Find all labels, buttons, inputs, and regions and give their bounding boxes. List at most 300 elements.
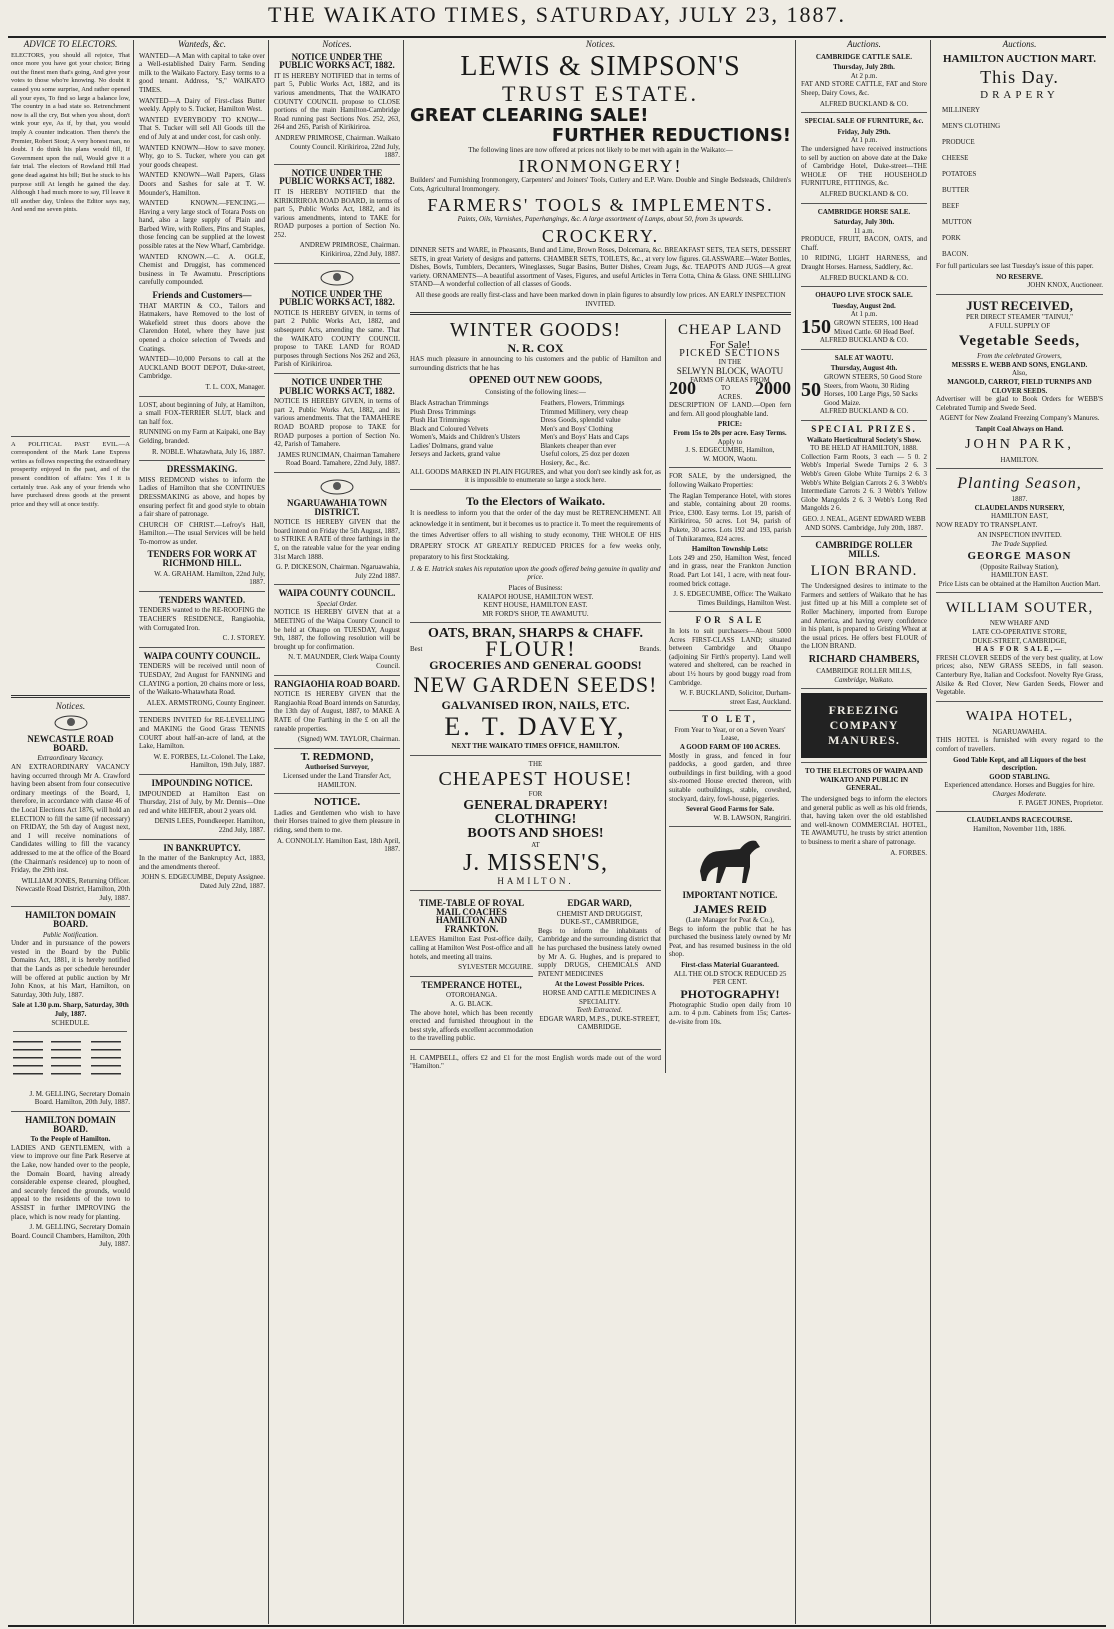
divider xyxy=(801,762,927,763)
auction-date: Friday, July 29th. xyxy=(837,127,891,136)
divider xyxy=(11,1111,130,1112)
timetable-body: LEAVES Hamilton East Post-office daily, calling at Hamilton West Post-office and all hotels, and meeting all trains. xyxy=(410,935,533,961)
runciman-signature: JAMES RUNCIMAN, Chairman Tamahere Road Board. Tamahere, 22nd July, 1887. xyxy=(277,450,400,468)
ostler-text: Experienced attendance. Horses and Buggies for hire. xyxy=(944,781,1095,790)
divider xyxy=(669,826,791,827)
divider xyxy=(274,164,400,165)
buckland-contact: W. F. BUCKLAND, Solicitor, Durham-street East, Auckland. xyxy=(679,689,791,706)
mcguire-signature: SYLVESTER MCGUIRE. xyxy=(458,963,533,972)
the-label: THE xyxy=(528,759,543,768)
good-farm: A GOOD FARM OF 100 ACRES. xyxy=(679,743,781,752)
rangiaohia-title: RANGIAOHIA ROAD BOARD. xyxy=(274,678,400,689)
general-drapery: GENERAL DRAPERY! xyxy=(463,797,608,813)
wanteds-heading: Wanteds, &c. xyxy=(178,40,226,49)
noble-signature: R. NOBLE. Whatawhata, July 16, 1887. xyxy=(151,447,265,456)
divider xyxy=(410,1049,661,1050)
for-sale-intro: FOR SALE, by the undersigned, the following Waikato Properties: xyxy=(668,472,791,490)
armstrong-signature: ALEX. ARMSTRONG, County Engineer. xyxy=(146,698,265,707)
royal-crest-icon xyxy=(317,477,357,495)
farm-body: Mostly in grass, and fenced in four paddocks, a good garden, and three outbuildings in first building, with a good six-roomed House erected thereon, with suitable outbuildings, stable, cowshed, stockyard, dairy, fowl-house, piggeries. xyxy=(668,751,791,803)
flour-row xyxy=(410,636,661,662)
notice-heading: NOTICE. xyxy=(313,796,361,809)
divider xyxy=(936,592,1103,593)
divider xyxy=(936,468,1103,469)
divider xyxy=(801,420,927,421)
chemist-label: CHEMIST AND DRUGGIST, xyxy=(556,909,643,918)
divider xyxy=(139,711,265,712)
article-paragraph: A POLITICAL PAST EVIL.—A correspondent of the Mark Lane Express writes as follows respecting the extraordinary prosperity enjoyed in the past, and of the present condition of affairs: Yes I it is certainly true. Ask any of your friends who have purchased dress goods at the present price and they will at once testify. xyxy=(11,440,130,508)
notice-body: IT IS HEREBY NOTIFIED that in terms of part 5, Public Works Act, 1882, and its various amendments, That the WAIKATO COUNTY COUNCIL propose to CLOSE portions of the main Hamilton-Cambridge Road running past Sections Nos. 252, 263, 264 and 265, Parish of Kirikiriroa. xyxy=(274,71,400,132)
rangiaohia-body: NOTICE IS HEREBY GIVEN that the Rangiaohia Road Board intends on Saturday, the 13th day of August, 1887, to MAKE A RATE of One Farthing in the £ on all the rateable properties. xyxy=(274,690,400,733)
good-table: Good Table Kept, and all Liquors of the best description. xyxy=(953,755,1086,773)
divider xyxy=(274,748,400,749)
goods-item: Blankets cheaper than ever xyxy=(540,441,617,450)
auction-lot xyxy=(801,373,927,407)
temperance-owner: A. G. BLACK. xyxy=(450,999,493,1008)
supply-label: A FULL SUPPLY OF xyxy=(988,321,1051,330)
park-town: HAMILTON. xyxy=(1000,455,1039,464)
domain-board-subtitle: Public Notification. xyxy=(42,930,99,939)
divider xyxy=(669,467,791,468)
maunder-signature: N. T. MAUNDER, Clerk Waipa County Council. xyxy=(288,653,400,671)
auction-body: The undersigned have received instructions to sell by auction on above date at the Dake of Cambridge Hotel, Duke-street—THE WHOLE OF THE HOUSEHOLD FURNITURE, FITTINGS, &c. xyxy=(801,144,927,188)
divider xyxy=(274,373,400,374)
moon-contact: W. MOON, Waotu. xyxy=(702,454,758,463)
paints-text: Paints, Oils, Varnishes, Paperhangings, &c. A large assortment of Lamps, about 50, from 3s upwards. xyxy=(457,215,744,224)
lawson-contact: W. B. LAWSON, Rangiriri. xyxy=(713,813,791,822)
racecourse-title: CLAUDELANDS RACECOURSE. xyxy=(966,816,1073,825)
bankruptcy-body: In the matter of the Bankruptcy Act, 1883, and the amendments thereof. xyxy=(139,854,265,871)
freezing-manures-banner: FREEZING COMPANY MANURES. xyxy=(801,693,927,758)
divider xyxy=(11,906,130,907)
nursery-name: CLAUDELANDS NURSERY, xyxy=(974,503,1065,512)
township-label: Hamilton Township Lots: xyxy=(691,545,769,554)
just-received: JUST RECEIVED, xyxy=(966,297,1073,313)
divider xyxy=(274,793,400,794)
intro-text: The following lines are now offered at prices not likely to be met with again in the Waikato:— xyxy=(468,145,733,154)
domain-board-body: Under and in pursuance of the powers vested in the Board by the Public Domains Act, 1881, it is hereby notified that the Lands as per schedule hereunder will be offered at public auction by Mr John Knox, at his Mart, Hamilton, on Saturday, 30th July, 1887. xyxy=(11,939,130,999)
edgar-body: Begs to inform the inhabitants of Cambridge and the surrounding district that he has purchased the business lately owned by Mr A. G. Hughes, and is prepared to supply DRUGS, CHEMICALS AND PATENT MEDICINES xyxy=(538,926,661,978)
bottom-ads-row xyxy=(410,895,661,1045)
friends-heading: Friends and Customers— xyxy=(152,290,252,301)
royal-crest-icon xyxy=(51,713,91,731)
temperance-body: The above hotel, which has been recently erected and furnished throughout in the best style, affords excellent accommodation to the travelling public. xyxy=(410,1008,533,1043)
campbell-ad: H. CAMPBELL, offers £2 and £1 for the most English words made out of the word "Hamilton." xyxy=(410,1053,661,1071)
consisting: Consisting of the following lines:— xyxy=(485,388,586,397)
mart-item: PORK xyxy=(942,234,961,243)
for-sale-title: FOR SALE xyxy=(695,615,765,626)
wanted-ad: WANTED KNOWN—How to save money. Why, go to S. Tucker, where you can get your goods cheapest. xyxy=(139,143,265,169)
plain-figures: ALL GOODS MARKED IN PLAIN FIGURES, and what you don't see kindly ask for, as it is impossible to enumerate so large a stock here. xyxy=(410,467,661,485)
auction-title: CAMBRIDGE CATTLE SALE. xyxy=(815,52,913,61)
range-min: 200 xyxy=(668,378,696,399)
reid-name: JAMES REID xyxy=(693,902,767,916)
divider xyxy=(410,622,661,623)
advertiser-text: Advertiser will be glad to Book Orders for WEBB'S Celebrated Turnip and Swede Seed. xyxy=(936,395,1103,412)
vegetable-seeds: Vegetable Seeds, xyxy=(958,333,1081,350)
apply-label: Apply to xyxy=(717,437,743,446)
stabling: GOOD STABLING. xyxy=(989,772,1050,781)
ready-text: NOW READY TO TRANSPLANT. xyxy=(936,520,1038,529)
electors-body: It is needless to inform you that the order of the day must be RETRENCHMENT. All acknowledge it in sentiment, but it becomes us to practice it. To meet the requirements of the times Advertiser offers to all wishing to study economy, THE WHOLE OF HIS DRAPERY STOCK AT GREATLY REDUCED PRICES for a few weeks only, preparatory to his first Stocktaking. xyxy=(410,508,661,561)
crockery-heading: CROCKERY. xyxy=(541,225,660,246)
goods-item: Ladies' Dolmans, grand value xyxy=(410,441,494,450)
goods-item: Jerseys and Jackets, grand value xyxy=(410,450,501,459)
township-body: Lots 249 and 250, Hamilton West, fenced and in grass, near the Frankton Junction Road. Part Lot 141, 1 acre, with neat four-roomed brick cottage. xyxy=(668,553,791,588)
flour-label: FLOUR! xyxy=(485,636,577,662)
horse-medicines: HORSE AND CATTLE MEDICINES A SPECIALITY. xyxy=(542,988,657,1006)
for-sale-land: In lots to suit purchasers—About 5000 Acres FIRST-CLASS LAND; situated between Cambridge and Ohaupo (adjoining Sir Firth's property). Land well watered and sheltered, can be reached in about 1½ hours by good buggy road from Cambridge. xyxy=(668,626,791,687)
buckland-signature: ALFRED BUCKLAND & CO. xyxy=(819,336,909,345)
mart-items xyxy=(936,102,1103,262)
souter-store: LATE CO-OPERATIVE STORE, xyxy=(972,628,1067,637)
lewis-simpson-title: LEWIS & SIMPSON'S xyxy=(460,50,741,82)
impounding-title: IMPOUNDING NOTICE. xyxy=(151,777,253,788)
jones-signature: F. PAGET JONES, Proprietor. xyxy=(1018,798,1103,807)
agent-text: AGENT for New Zealand Freezing Company's Manures. xyxy=(939,414,1100,423)
mills-town: Cambridge, Waikato. xyxy=(834,675,894,684)
mills-name: CAMBRIDGE ROLLER MILLS, xyxy=(816,667,912,676)
divider xyxy=(274,675,400,676)
selwyn-block: SELWYN BLOCK, WAOTU xyxy=(676,365,784,376)
buckland-signature: ALFRED BUCKLAND & CO. xyxy=(819,407,909,416)
missen-town: HAMILTON. xyxy=(497,876,574,887)
webb-label: MESSRS E. WEBB AND SONS, ENGLAND. xyxy=(951,360,1088,369)
place-1: KAIAPOI HOUSE, HAMILTON WEST. xyxy=(477,592,594,601)
auction-body: PRODUCE, FRUIT, BACON, OATS, and Chaff. xyxy=(801,235,927,252)
people-signature: J. M. GELLING, Secretary Domain Board. Council Chambers, Hamilton, 20th July, 1887. xyxy=(11,1223,130,1249)
auction-body: GROWN STEERS, 100 Head Mixed Cattle. 60 Head Beef. xyxy=(834,319,918,336)
garden-seeds: NEW GARDEN SEEDS! xyxy=(413,672,658,697)
notices-heading: Notices. xyxy=(322,40,352,49)
electors-title: TO THE ELECTORS OF WAIPA AND WAIKATO AND PUBLIC IN GENERAL. xyxy=(805,767,923,793)
wanted-ad: WANTED EVERYBODY TO KNOW—That S. Tucker will sell All Goods till the end of July at and under cost, for cash only. xyxy=(139,115,265,141)
places-label: Places of Business: xyxy=(508,584,563,593)
divider xyxy=(410,976,533,977)
auction-date: Saturday, July 30th. xyxy=(833,218,895,227)
no-reserve: NO RESERVE. xyxy=(996,272,1043,281)
hotel-body: THIS HOTEL is furnished with every regard to the comfort of travellers. xyxy=(936,736,1103,753)
wanted-ad: WANTED—A Dairy of First-class Butter weekly. Apply to S. Tucker, Hamilton West. xyxy=(139,96,265,114)
auction-title: CAMBRIDGE HORSE SALE. xyxy=(817,207,911,216)
cox-body: HAS much pleasure in announcing to his customers and the public of Hamilton and surrounding districts that he has xyxy=(410,355,661,372)
goods-item: Women's, Maids and Children's Ulsters xyxy=(410,433,521,442)
souter-name: WILLIAM SOUTER, xyxy=(945,600,1094,617)
column-divider xyxy=(403,40,404,1624)
mart-item: MEN'S CLOTHING xyxy=(942,122,1001,131)
auction-date: Tuesday, August 2nd. xyxy=(832,301,896,310)
goods-item: Plush Dress Trimmings xyxy=(410,407,476,416)
bottom-ads-right xyxy=(538,895,661,1045)
wanted-ad: WANTED KNOWN—Wall Papers, Glass Doors and Sashes for sale at T. W. Mounder's, Hamilton. xyxy=(139,171,265,197)
auction-time: At 1 p.m. xyxy=(850,136,878,145)
forbes-signature: W. E. FORBES, Lt.-Colonel. The Lake, Hamilton, 19th July, 1887. xyxy=(153,752,265,770)
edgecumbe-contact: J. S. EDGECUMBE, Hamilton, xyxy=(685,446,775,455)
divider xyxy=(139,647,265,648)
centre-left-block xyxy=(410,319,661,1073)
people-body: LADIES AND GENTLEMEN, with a view to improve our fine Park Reserve at the Lake, now handed over to the people, the Domain Board, having already considerable expense cleared, ploughed, and securely fenced the grounds, would appeal to the residents of the town to ASSIST in further IMPROVING the place, which is now ready for planting. xyxy=(11,1143,130,1221)
newcastle-body: AN EXTRAORDINARY VACANCY having occurred through Mr A. Crawford having been absent from four consecutive ordinary meetings of the Board, I, therefore, in accordance with clause 46 of the Local Elections Act 1876, will hold an ELECTION to fill the same (if necessary) on FRIDAY, the 5th day of August next, and I will receive nominations of Candidates willing to fill the vacancy addressed to me at the office of the Board (the Chairman's residence) up to noon of Friday, the 29th inst. xyxy=(11,762,130,875)
brands-label: Brands. xyxy=(639,645,661,654)
teeth-extracted: Teeth Extracted. xyxy=(576,1006,623,1015)
waipa-body: TENDERS will be received until noon of TUESDAY, 2nd August for FANNING and CLAYING a portion, 20 chains more or less, of the Waikato-Whatawhata Road. xyxy=(139,662,265,697)
drapery-label: DRAPERY xyxy=(980,88,1059,101)
groceries-heading: GROCERIES AND GENERAL GOODS! xyxy=(429,658,642,672)
domain-signature: J. M. GELLING, Secretary Domain Board. Hamilton, 20th July, 1887. xyxy=(29,1089,130,1107)
redmond-body: Licensed under the Land Transfer Act, HAMILTON. xyxy=(283,771,391,789)
winter-goods-title: WINTER GOODS! xyxy=(449,319,622,342)
notice-title: NOTICE UNDER THE PUBLIC WORKS ACT, 1882. xyxy=(279,51,395,71)
to-let-sub: From Year to Year, or on a Seven Years' Lease, xyxy=(674,725,786,743)
waipa-hotel-town: NGARUAWAHIA. xyxy=(992,727,1047,736)
mart-item: MILLINERY xyxy=(942,106,981,115)
goods-lists xyxy=(410,399,661,468)
divider xyxy=(801,203,927,204)
waipa-body: NOTICE IS HEREBY GIVEN that at a MEETING of the Waipa County Council to be held at Ohaupo on TUESDAY, August 9th, 1887, the following resolution will be brought up for confirmation. xyxy=(274,608,400,651)
marked-down-text: All these goods are really first-class and have been marked down in plain figures to absurdly low prices. AN EARLY INSPECTION INVITED. xyxy=(415,290,786,308)
redmond-subtitle: Authorised Surveyor, xyxy=(305,763,369,772)
mart-item: BUTTER xyxy=(942,186,970,195)
people-subtitle: To the People of Hamilton. xyxy=(30,1135,111,1144)
goods-item: Useful colors, 25 doz per dozen xyxy=(540,450,630,459)
column-1 xyxy=(8,40,133,1622)
goods-item: Black Astrachan Trimmings xyxy=(410,398,489,407)
auction-title: SPECIAL SALE OF FURNITURE, &c. xyxy=(804,117,924,126)
divider xyxy=(410,755,661,756)
lowest-prices: At the Lowest Possible Prices. xyxy=(554,980,645,989)
cheap-land-title: CHEAP LAND xyxy=(677,322,782,339)
column-divider xyxy=(133,40,134,1624)
opened-out: OPENED OUT NEW GOODS, xyxy=(468,375,602,387)
auction-mart-title: HAMILTON AUCTION MART. xyxy=(942,52,1097,65)
to-let-title: TO LET, xyxy=(702,714,758,725)
price-value: From 15s to 20s per acre. Easy Terms. xyxy=(673,429,787,438)
waipa-title: WAIPA COUNTY COUNCIL. xyxy=(278,588,396,599)
prizes-subtitle: Waikato Horticultural Society's Show. xyxy=(806,435,922,444)
for-label: FOR xyxy=(528,790,543,799)
notice-body: NOTICE IS HEREBY GIVEN, in terms of part 2, Public Works Act, 1882, and its various amendments. That the TAMAHERE ROAD BOARD propose to TAKE for ROAD purposes a portion of Section No. 42, Parish of Tamahere. xyxy=(274,397,400,449)
mart-item: CHEESE xyxy=(942,154,969,163)
wanted-ad: WANTED—A Man with capital to take over a Well-established Dairy Farm. Sending milk to the Waikato Factory. Easy terms to a good tenant. Address, "S," WAIKATO TIMES. xyxy=(139,51,265,94)
davey-name: E. T. DAVEY, xyxy=(444,712,627,741)
photography-body: Photographic Studio open daily from 10 a.m. to 4 p.m. Cabinets from 15s; Cartes-de-visite from 10s. xyxy=(668,1000,791,1026)
divider xyxy=(11,695,130,698)
prizes-held: TO BE HELD AT HAMILTON, 1888. xyxy=(810,444,918,453)
divider xyxy=(139,460,265,461)
place-2: KENT HOUSE, HAMILTON EAST. xyxy=(483,601,588,610)
reid-sub: (Late Manager for Peat & Co.), xyxy=(685,916,775,924)
newcastle-signature: WILLIAM JONES, Returning Officer. Newcastle Road District, Hamilton, 20th July, 1887. xyxy=(15,876,130,902)
auction-date: Thursday, July 28th. xyxy=(833,63,895,72)
divider xyxy=(669,710,791,711)
divider xyxy=(410,489,661,490)
trade-supplied: The Trade Supplied. xyxy=(991,540,1048,549)
graham-signature: W. A. GRAHAM. Hamilton, 22nd July, 1887. xyxy=(154,569,265,587)
mart-item: MUTTON xyxy=(942,218,972,227)
goods-list-right xyxy=(541,399,661,468)
buckland-signature: ALFRED BUCKLAND & CO. xyxy=(819,273,909,282)
cox-name: N. R. COX xyxy=(507,341,564,356)
divider xyxy=(801,112,927,113)
photography-title: PHOTOGRAPHY! xyxy=(680,986,780,1001)
prizes-list: Collection Farm Roots, 3 each — 5 0. 2 Webb's Imperial Swede Turnips 2 6. 3 Webb's Green Globe White Turnips 2 6. 3 Webb's White Belgian Carrots 2 6. 3 Webb's Intermediate Carrots 2 6. 3 Webb's Yellow Globe Mangolds 2 6. 3 Webb's Long Red Mangolds 2 6. xyxy=(801,452,927,513)
mason-name: GEORGE MASON xyxy=(967,549,1072,562)
edgar-signature: EDGAR WARD, M.P.S., DUKE-STREET, CAMBRIDGE. xyxy=(539,1014,660,1032)
auctions-heading: Auctions. xyxy=(847,40,881,49)
buckland-signature: ALFRED BUCKLAND & CO. xyxy=(819,99,909,108)
divider xyxy=(801,349,927,350)
hatrick-note: J. & E. Hatrick stakes his reputation upon the goods offered being genuine in quality and price. xyxy=(410,564,661,582)
divider xyxy=(410,890,661,891)
notice-title: NOTICE UNDER THE PUBLIC WORKS ACT, 1882. xyxy=(279,288,395,308)
oats-heading: OATS, BRAN, SHARPS & CHAFF. xyxy=(427,626,644,642)
charges-moderate: Charges Moderate. xyxy=(992,789,1047,798)
people-title: HAMILTON DOMAIN BOARD. xyxy=(25,1114,116,1134)
waipa-title: WAIPA COUNTY COUNCIL. xyxy=(143,650,261,661)
trust-estate-title: TRUST ESTATE. xyxy=(502,80,699,106)
this-day: This Day. xyxy=(980,66,1059,87)
column-divider xyxy=(795,40,796,1624)
ironmongery-heading: IRONMONGERY! xyxy=(518,156,683,177)
impounding-body: IMPOUNDED at Hamilton East on Thursday, 21st of July, by Mr. Dennis—One red and white HEIFER, about 2 years old. xyxy=(139,789,265,815)
royal-crest-icon xyxy=(317,268,357,286)
divider xyxy=(274,584,400,585)
column-8 xyxy=(798,40,930,1622)
lion-body: The Undersigned desires to intimate to the Farmers and settlers of Waikato that he has just fitted up at his Mill a complete set of Roller Machinery, imported from Europe and America, and having every confidence in his plant, is prepared to Gristing Wheat at the usual prices. He offers best FLOUR of the LION BRAND. xyxy=(801,582,927,651)
goods-item: Trimmed Millinery, very cheap xyxy=(540,407,629,416)
wanted-ad: WANTED KNOWN.—C. A. OGLE, Chemist and Druggist, has commenced business in Te Awamutu. Prescriptions carefully compounded. xyxy=(139,252,265,287)
at-label: AT xyxy=(531,840,540,849)
goods-item: Black and Coloured Velvets xyxy=(410,424,489,433)
primrose-signature: ANDREW PRIMROSE, Chairman. Kirikiriroa, 22nd July, 1887. xyxy=(299,241,400,259)
column-9 xyxy=(933,40,1106,1622)
newcastle-subtitle: Extraordinary Vacancy. xyxy=(37,754,104,763)
lion-brand: LION BRAND. xyxy=(810,563,918,580)
further-reductions: FURTHER REDUCTIONS! xyxy=(551,124,791,146)
auction-time: 11 a.m. xyxy=(853,226,875,235)
important-notice: IMPORTANT NOTICE. xyxy=(682,890,778,901)
goods-item: Feathers, Flowers, Trimmings xyxy=(540,398,625,407)
taylor-signature: (Signed) WM. TAYLOR, Chairman. xyxy=(298,735,400,744)
mason-sub: (Opposite Railway Station), xyxy=(980,562,1059,571)
column-divider xyxy=(268,40,269,1624)
running-ad: RUNNING on my Farm at Kaipaki, one Bay Gelding, branded. xyxy=(139,428,265,445)
mart-item: POTATOES xyxy=(942,170,977,179)
column-2 xyxy=(136,40,268,1622)
notice-body: IT IS HEREBY NOTIFIED that the KIRIKIRIROA ROAD BOARD, in terms of part 5, Public Works Act, 1882, and its various amendments, intend to TAKE for ROAD purposes a portion of Section No. 252. xyxy=(274,187,400,239)
masthead-rule xyxy=(8,36,1106,38)
souter-body: FRESH CLOVER SEEDS of the very best quality, at Low prices; also, NEW GRASS SEEDS, in fall season. Canterbury Rye, Italian and Cocksfoot. Novelty Rye Grass, Alsike & Red Clover, New Garden Seeds, Flower and Vegetable. xyxy=(936,653,1103,697)
farms-label: FARMS OF AREAS FROM xyxy=(690,375,770,384)
auction-lot xyxy=(801,316,927,339)
boots-shoes: BOOTS AND SHOES! xyxy=(467,825,604,841)
inspection-text: AN INSPECTION INVITED. xyxy=(977,531,1062,540)
tenders-wanted-title: TENDERS WANTED. xyxy=(158,594,246,605)
connolly-signature: A. CONNOLLY. Hamilton East, 18th April, 1887. xyxy=(276,836,400,854)
auction-time: At 1 p.m. xyxy=(850,310,878,319)
ngaruawahia-title: NGARUAWAHIA TOWN DISTRICT. xyxy=(287,497,387,517)
bankruptcy-title: IN BANKRUPTCY. xyxy=(163,842,241,853)
timetable-title: TIME-TABLE OF ROYAL MAIL COACHES HAMILTON AND FRANKTON. xyxy=(418,897,525,934)
has-for-sale: HAS FOR SALE,— xyxy=(975,645,1064,654)
electors-body: The undersigned begs to inform the electors and general public as well as his old friends, that, having taken over the old established and well-known COMMERCIAL HOTEL, TE AWAMUTU, he trusts by strict attention to business to merit a share of patronage. xyxy=(801,795,927,846)
waipa-subtitle: Special Order. xyxy=(316,599,358,608)
auction-time: At 2 p.m. xyxy=(850,71,878,80)
divider xyxy=(139,839,265,840)
notice-title: NOTICE UNDER THE PUBLIC WORKS ACT, 1882. xyxy=(279,167,395,187)
wanted-ad: WANTED KNOWN.—FENCING.—Having a very large stock of Totara Posts on hand, also a large supply of Plain and Barbed Wire, with Rollers, Pins and Staples, those fencing can be supplied at the lowest possible rates at the New Wharf, Cambridge. xyxy=(139,199,265,251)
crockery-body: DINNER SETS and WARE, in Pheasants, Bund and Lime, Brown Roses, Dolcemara, &c. BREAKFAST SETS, TEA SETS, DESSERT SETS, in great Variety of designs and patterns. CHAMBER SETS, TOILETS, &c., at very low figures. GLASSWARE—Water Bottles, Dishes, Bowls, Tumblers, Decanters, Wineglasses, Sugar Basins, Butter Dishes, Cream Jugs, &c. TEAPOTS AND JUGS—A great variety. ORNAMENTS—A beautiful assortment of Vases, Figures, and useful Articles in Terra Cotta, China & Glass. ONE SHILLING STAND—A wonderful collection of all classes of Goods. xyxy=(410,245,791,289)
galvanised: GALVANISED IRON, NAILS, ETC. xyxy=(441,698,630,712)
auction-body: FAT AND STORE CATTLE, FAT and Store Sheep, Dairy Cows, &c. xyxy=(801,80,927,97)
electors-title: To the Electors of Waikato. xyxy=(465,493,605,508)
edgar-ward-title: EDGAR WARD, xyxy=(567,897,632,908)
notices-heading: Notices. xyxy=(585,40,616,49)
centre-advertisements xyxy=(406,40,795,1622)
divider xyxy=(274,472,400,473)
dickeson-signature: G. P. DICKESON, Chairman. Ngaruawahia, July 22nd 1887. xyxy=(275,563,400,580)
land-description: DESCRIPTION OF LAND.—Open fern and fern. All good ploughable land. xyxy=(668,401,791,418)
divider xyxy=(936,294,1103,295)
divider xyxy=(410,312,791,315)
horse-icon xyxy=(690,831,770,887)
price-lists: Price Lists can be obtained at the Hamilton Auction Mart. xyxy=(938,579,1101,588)
column-divider xyxy=(930,40,931,1624)
goods-item: Men's and Boys' Clothing xyxy=(540,424,613,433)
column-3 xyxy=(271,40,403,1622)
auction-title: OHAUPO LIVE STOCK SALE. xyxy=(815,291,913,300)
divider xyxy=(139,396,265,397)
redmond-title: T. REDMOND, xyxy=(300,750,374,763)
duke-street: DUKE-ST., CAMBRIDGE, xyxy=(560,918,639,927)
schedule-table xyxy=(11,1027,129,1087)
goods-item: Plush Hat Trimmings xyxy=(410,416,470,425)
clothing: CLOTHING! xyxy=(494,811,577,827)
also-label: Also, xyxy=(1012,369,1027,378)
range-to: TO xyxy=(720,384,731,393)
primrose-signature: ANDREW PRIMROSE, Chairman. Waikato County Council. Kirikiriroa, 22nd July, 1887. xyxy=(275,133,400,160)
knox-signature: JOHN KNOX, Auctioneer. xyxy=(1027,281,1103,290)
old-stock-reduced: ALL THE OLD STOCK REDUCED 25 PER CENT. xyxy=(673,969,787,987)
lost-ad: LOST, about beginning of July, at Hamilton, a small FOX-TERRIER SLUT, black and tan half fox. xyxy=(139,400,265,426)
cheapest-house: CHEAPEST HOUSE! xyxy=(438,768,633,791)
souter-street: DUKE-STREET, CAMBRIDGE, xyxy=(972,636,1067,645)
reid-body: Begs to inform the public that he has purchased the business lately owned by Mr Peat, and has resumed business in the old shop. xyxy=(668,924,791,959)
several-farms: Several Good Farms for Sale. xyxy=(686,805,774,814)
bottom-ads-left xyxy=(410,895,533,1045)
price-label: PRICE: xyxy=(717,420,743,429)
growers-label: From the celebrated Growers, xyxy=(977,352,1062,361)
lot-number: 50 xyxy=(801,378,821,401)
waipa-hotel-name: WAIPA HOTEL, xyxy=(965,708,1074,724)
goods-item: Hosiery, &c., &c. xyxy=(540,459,590,468)
auction-body: GROWN STEERS, 50 Good Store Steers, from Waotu, 30 Riding Horses, 100 Large Pigs, 50 Sacks Good Maize. xyxy=(824,373,922,407)
mart-item: BACON. xyxy=(942,250,969,259)
forbes-signature: A. FORBES. xyxy=(890,848,927,857)
range-max: 2000 xyxy=(755,378,791,399)
prizes-title: SPECIAL PRIZES. xyxy=(811,423,917,434)
bottom-rule xyxy=(8,1625,1106,1627)
divider xyxy=(139,591,265,592)
divider xyxy=(801,536,927,537)
divider xyxy=(139,774,265,775)
notice-body: NOTICE IS HEREBY GIVEN, in terms of part 2 Public Works Act, 1882, and subsequent Acts, amending the same. That the WAIKATO COUNTY COUNCIL propose to TAKE LAND for ROAD purposes through Sections Nos 262 and 263, Parish of Kirikiriroa. xyxy=(274,308,400,369)
place-3: MR FORD'S SHOP, TE AWAMUTU. xyxy=(482,609,589,618)
edgecumbe-office: J. S. EDGECUMBE, Office: The Waikato Times Buildings, Hamilton West. xyxy=(673,590,791,607)
temperance-town: OTOROHANGA. xyxy=(445,991,497,1000)
sale-line: Sale at 1.30 p.m. Sharp, Saturday, 30th July, 1887. xyxy=(12,1001,129,1018)
notice-body: Ladies and Gentlemen who wish to have their Horses trained to give them pleasure in riding, send them to me. xyxy=(274,808,400,834)
